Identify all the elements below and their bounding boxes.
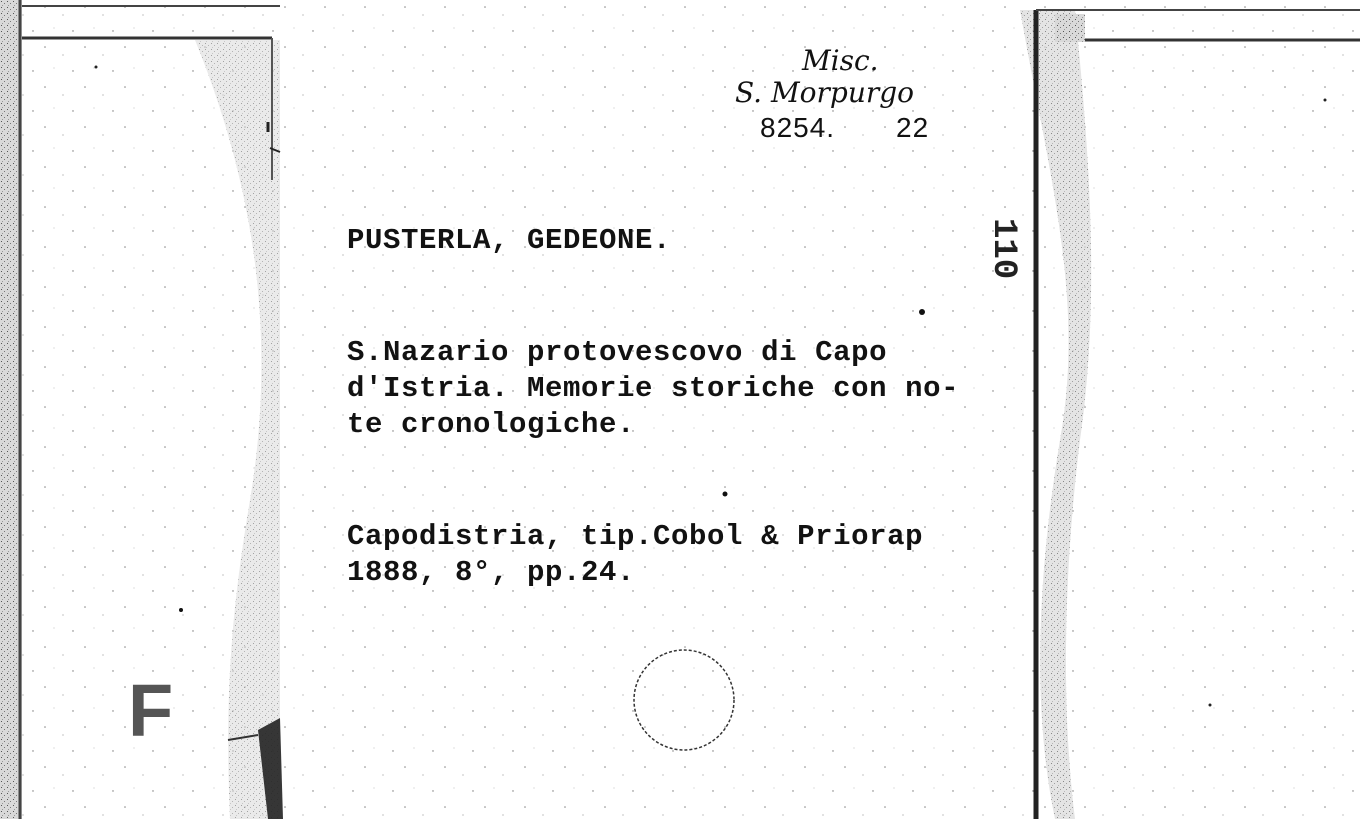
side-number: 110 <box>984 218 1022 280</box>
shelfmark-collection: Misc. <box>802 44 879 77</box>
imprint-line-2: 1888, 8°, pp.24. <box>347 556 636 589</box>
author-heading: PUSTERLA, GEDEONE. <box>347 224 672 257</box>
shelfmark-item: 22 <box>896 112 930 143</box>
title-line-1: S.Nazario protovescovo di Capo <box>347 336 888 369</box>
title-line-2: d'Istria. Memorie storiche con no- <box>347 372 960 405</box>
shelfmark-fund: S. Morpurgo <box>735 76 915 109</box>
title-line-3: te cronologiche. <box>347 408 636 441</box>
margin-letter: F <box>128 669 174 752</box>
shelfmark-number: 8254. <box>760 112 836 143</box>
imprint-line-1: Capodistria, tip.Cobol & Priorap <box>347 520 924 553</box>
